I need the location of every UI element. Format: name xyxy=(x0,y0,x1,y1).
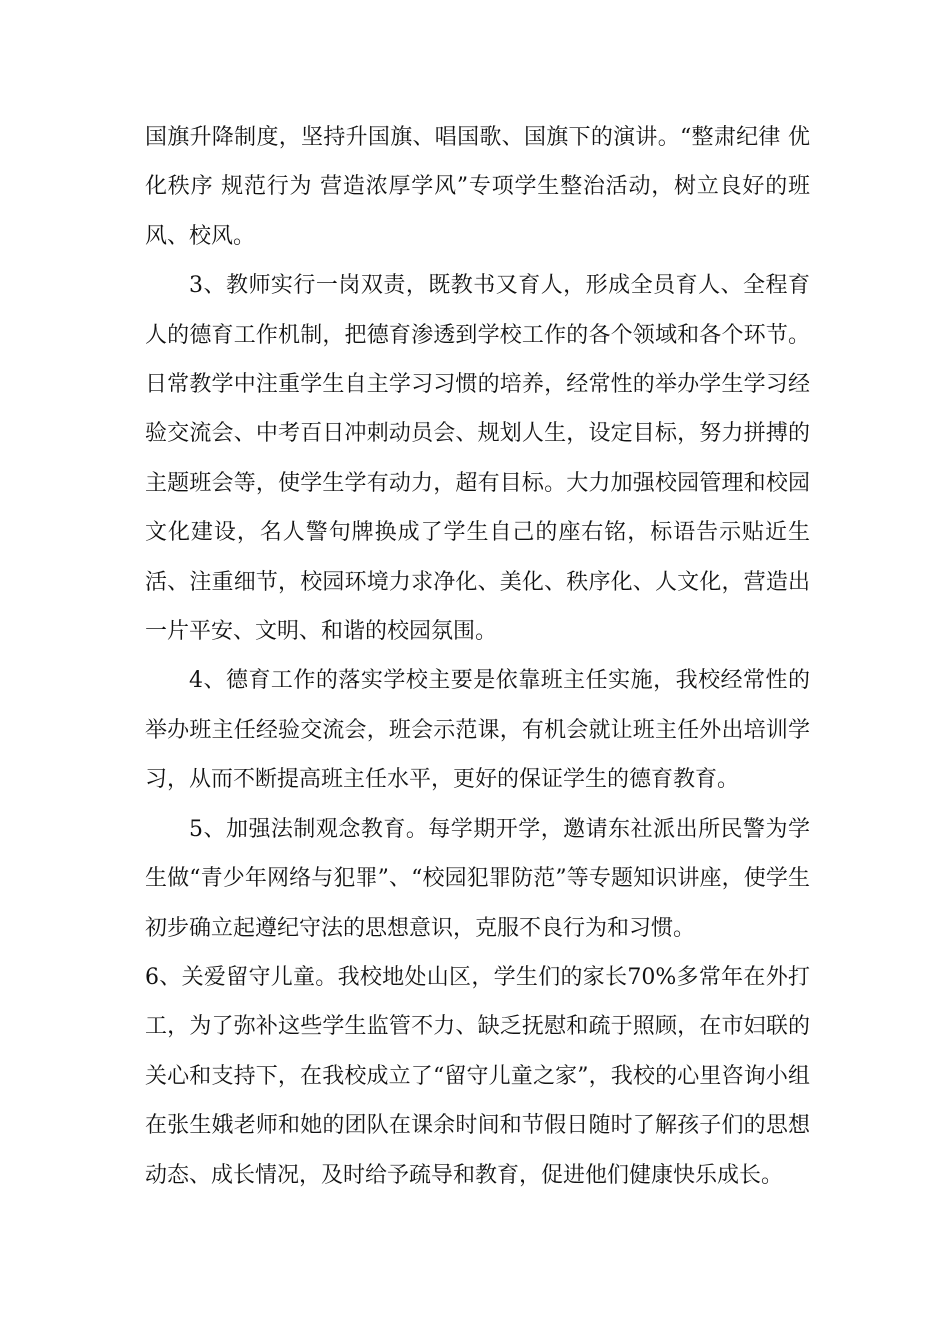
paragraph-item-5: 5、加强法制观念教育。每学期开学，邀请东社派出所民警为学生做“青少年网络与犯罪”、“校园犯罪防范”等专题知识讲座，使学生初步确立起遵纪守法的思想意识，克服不良行为和习惯。 xyxy=(145,816,810,941)
paragraph-continuation: 国旗升降制度，坚持升国旗、唱国歌、国旗下的演讲。“整肃纪律 优化秩序 规范行为 营造浓厚学风”专项学生整治活动，树立良好的班风、校风。 xyxy=(145,125,810,249)
paragraph-item-6: 6、关爱留守儿童。我校地处山区，学生们的家长70%多常年在外打工，为了弥补这些学生监管不力、缺乏抚慰和疏于照顾，在市妇联的关心和支持下，在我校成立了“留守儿童之家”，我校的心里咨询小组在张生娥老师和她的团队在课余时间和节假日随时了解孩子们的思想动态、成长情况，及时给予疏导和教育，促进他们健康快乐成长。 xyxy=(145,964,810,1188)
paragraph-item-3: 3、教师实行一岗双责，既教书又育人，形成全员育人、全程育人的德育工作机制，把德育渗透到学校工作的各个领域和各个环节。日常教学中注重学生自主学习习惯的培养，经常性的举办学生学习经验交流会、中考百日冲刺动员会、规划人生，设定目标，努力拼搏的主题班会等，使学生学有动力，超有目标。大力加强校园管理和校园文化建设，名人警句牌换成了学生自己的座右铭，标语告示贴近生活、注重细节，校园环境力求净化、美化、秩序化、人文化，营造出一片平安、文明、和谐的校园氛围。 xyxy=(145,273,810,645)
document-body xyxy=(145,113,810,1200)
paragraph-item-4: 4、德育工作的落实学校主要是依靠班主任实施，我校经常性的举办班主任经验交流会，班会示范课，有机会就让班主任外出培训学习，从而不断提高班主任水平，更好的保证学生的德育教育。 xyxy=(145,668,810,793)
